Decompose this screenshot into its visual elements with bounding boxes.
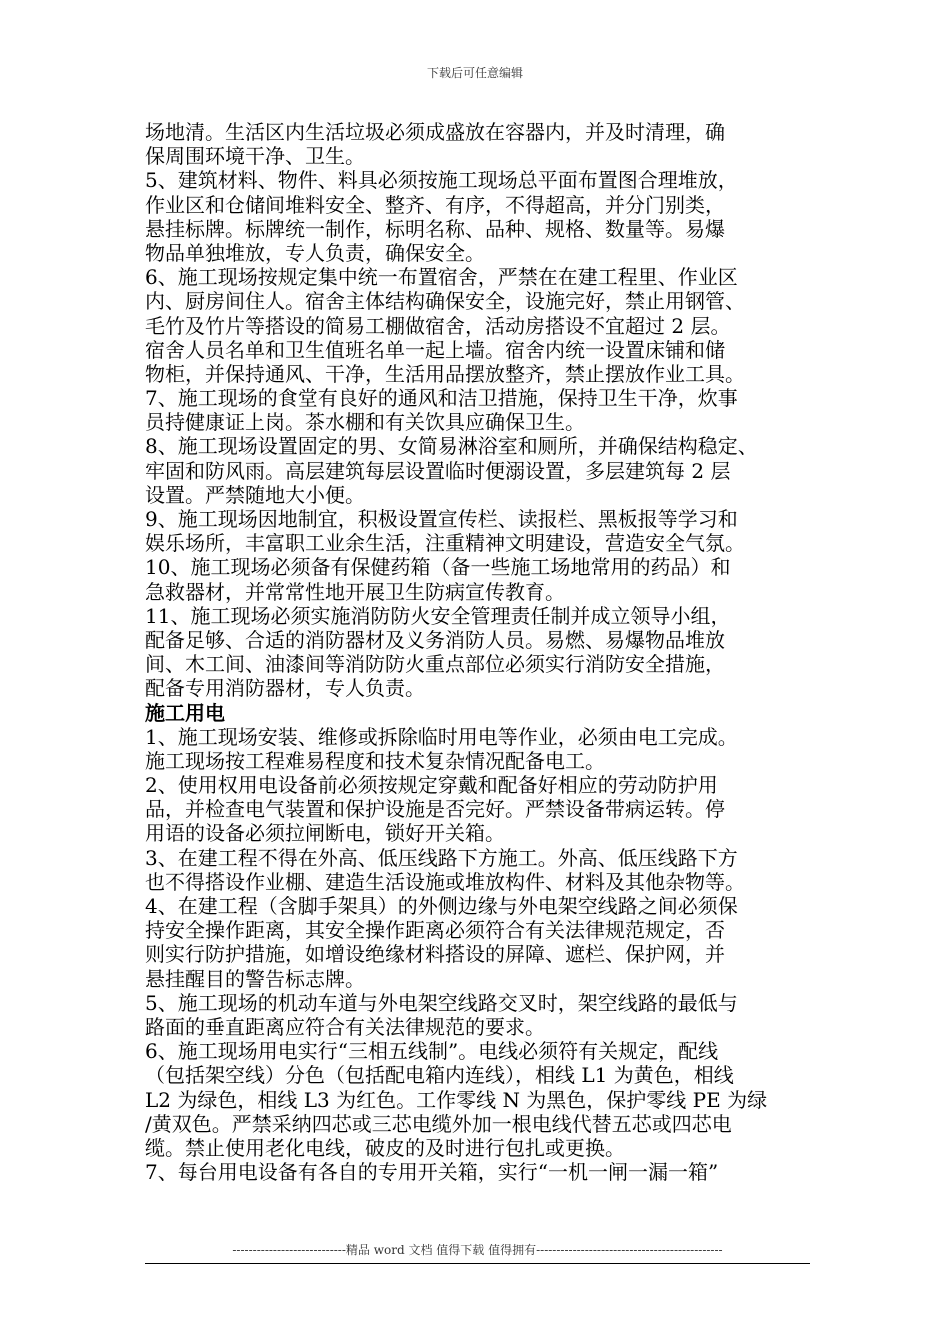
- text-line: 7、每台用电设备有各自的专用开关箱，实行“一机一闸一漏一箱”: [145, 1160, 719, 1185]
- text-line: 毛竹及竹片等搭设的简易工棚做宿舍，活动房搭设不宜超过 2 层。: [145, 313, 731, 338]
- text-line: 5、建筑材料、物件、料具必须按施工现场总平面布置图合理堆放，: [145, 168, 738, 193]
- text-line: 悬挂标牌。标牌统一制作，标明名称、品种、规格、数量等。易爆: [145, 216, 725, 241]
- text-line: 11、施工现场必须实施消防防火安全管理责任制并成立领导小组，: [145, 603, 731, 628]
- text-line: 员持健康证上岗。茶水棚和有关饮具应确保卫生。: [145, 410, 585, 435]
- text-line: L2 为绿色，相线 L3 为红色。工作零线 N 为黑色，保护零线 PE 为绿: [145, 1087, 768, 1112]
- text-line: 也不得搭设作业棚、建造生活设施或堆放构件、材料及其他杂物等。: [145, 869, 745, 894]
- page-header: 下载后可任意编辑: [426, 66, 523, 80]
- page-footer: ----------------------------精品 word 文档 值得下载 值得拥有----------------------------------------------: [232, 1243, 723, 1257]
- text-line: 6、施工现场按规定集中统一布置宿舍，严禁在在建工程里、作业区: [145, 265, 738, 290]
- section-heading: 施工用电: [145, 700, 225, 725]
- document-body: [145, 120, 810, 1184]
- text-line: 缆。禁止使用老化电线，破皮的及时进行包扎或更换。: [145, 1135, 625, 1160]
- text-line: /黄双色。严禁采纳四芯或三芯电缆外加一根电线代替五芯或四芯电: [145, 1111, 732, 1136]
- text-line: 悬挂醒目的警告标志牌。: [145, 966, 365, 991]
- text-line: 牢固和防风雨。高层建筑每层设置临时便溺设置，多层建筑每 2 层: [145, 458, 731, 483]
- text-line: 急救器材，并常常性地开展卫生防病宣传教育。: [145, 579, 565, 604]
- text-line: 内、厨房间住人。宿舍主体结构确保安全，设施完好，禁止用钢管、: [145, 289, 745, 314]
- text-line: 设置。严禁随地大小便。: [145, 482, 365, 507]
- text-line: 7、施工现场的食堂有良好的通风和洁卫措施，保持卫生干净，炊事: [145, 386, 738, 411]
- text-line: 场地清。生活区内生活垃圾必须成盛放在容器内，并及时清理，确: [145, 120, 725, 144]
- text-line: 保周围环境干净、卫生。: [145, 144, 365, 169]
- text-line: 间、木工间、油漆间等消防防火重点部位必须实行消防安全措施，: [145, 652, 725, 677]
- text-line: 则实行防护措施，如增设绝缘材料搭设的屏障、遮栏、保护网，并: [145, 942, 725, 967]
- footer-rule: [145, 1263, 810, 1264]
- text-line: 6、施工现场用电实行“三相五线制”。电线必须符有关规定，配线: [145, 1039, 719, 1064]
- text-line: 9、施工现场因地制宜，积极设置宣传栏、读报栏、黑板报等学习和: [145, 507, 738, 531]
- text-line: （包括架空线）分色（包括配电箱内连线），相线 L1 为黄色，相线: [145, 1063, 734, 1088]
- text-line: 路面的垂直距离应符合有关法律规范的要求。: [145, 1014, 545, 1039]
- text-line: 3、在建工程不得在外高、低压线路下方施工。外高、低压线路下方: [145, 845, 738, 870]
- text-line: 物柜，并保持通风、干净，生活用品摆放整齐，禁止摆放作业工具。: [145, 361, 745, 386]
- text-line: 10、施工现场必须备有保健药箱（备一些施工场地常用的药品）和: [145, 555, 731, 580]
- text-line: 8、施工现场设置固定的男、女简易淋浴室和厕所，并确保结构稳定、: [145, 434, 758, 459]
- text-line: 品，并检查电气装置和保护设施是否完好。严禁设备带病运转。停: [145, 797, 725, 822]
- text-line: 作业区和仓储间堆料安全、整齐、有序，不得超高，并分门别类，: [145, 192, 725, 217]
- text-line: 配备专用消防器材，专人负责。: [145, 676, 425, 701]
- text-line: 1、施工现场安装、维修或拆除临时用电等作业，必须由电工完成。: [145, 724, 738, 749]
- text-line: 宿舍人员名单和卫生值班名单一起上墙。宿舍内统一设置床铺和储: [145, 337, 725, 362]
- text-line: 娱乐场所，丰富职工业余生活，注重精神文明建设，营造安全气氛。: [145, 531, 745, 556]
- text-line: 5、施工现场的机动车道与外电架空线路交叉时，架空线路的最低与: [145, 990, 738, 1015]
- text-line: 4、在建工程（含脚手架具）的外侧边缘与外电架空线路之间必须保: [145, 894, 738, 918]
- text-line: 物品单独堆放，专人负责，确保安全。: [145, 240, 485, 265]
- text-line: 持安全操作距离，其安全操作距离必须符合有关法律规范规定，否: [145, 918, 725, 943]
- text-line: 2、使用权用电设备前必须按规定穿戴和配备好相应的劳动防护用: [145, 773, 718, 798]
- text-line: 用语的设备必须拉闸断电，锁好开关箱。: [145, 821, 505, 846]
- text-line: 配备足够、合适的消防器材及义务消防人员。易燃、易爆物品堆放: [145, 627, 725, 652]
- text-line: 施工现场按工程难易程度和技术复杂情况配备电工。: [145, 748, 605, 773]
